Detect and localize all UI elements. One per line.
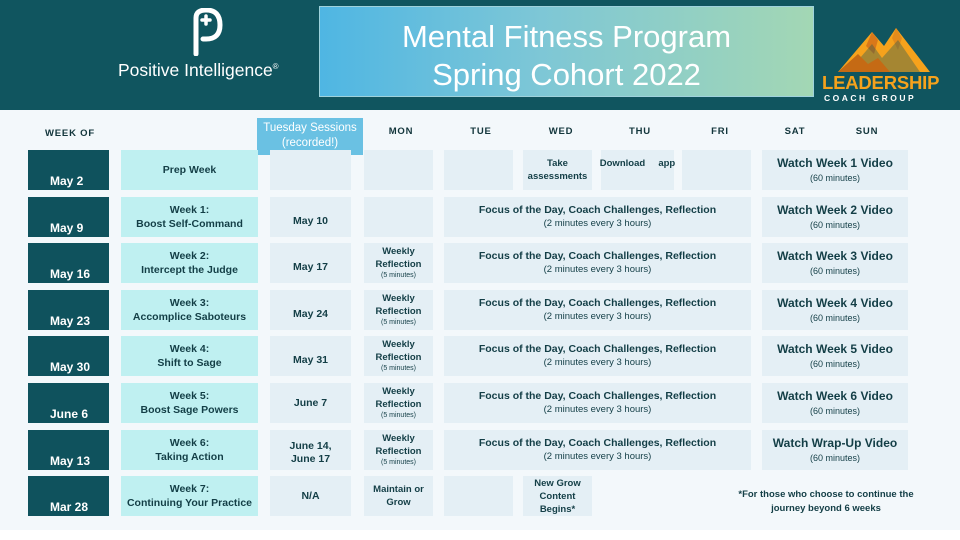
tuesday-cell: May 10 — [270, 197, 351, 237]
row-week-title: Week 2: Intercept the Judge — [121, 243, 258, 283]
tuesday-cell: June 14, June 17 — [270, 430, 351, 470]
program-title: Mental Fitness Program — [401, 19, 732, 54]
focus-cell: Focus of the Day, Coach Challenges, Reflection (2 minutes every 3 hours) — [444, 290, 751, 330]
leadership-brand-name: LEADERSHIP — [822, 72, 940, 93]
row-date: May 23 — [28, 290, 109, 330]
video-cell: Watch Week 4 Video (60 minutes) — [762, 290, 908, 330]
mon-cell: Weekly Reflection (5 minutes) — [364, 336, 433, 376]
row-week-title: Week 5: Boost Sage Powers — [121, 383, 258, 423]
row-date: May 13 — [28, 430, 109, 470]
tue-cell — [444, 476, 513, 516]
positive-intelligence-logo — [118, 8, 298, 84]
row-date: May 9 — [28, 197, 109, 237]
wed-cell: Take assessments — [523, 150, 592, 190]
row-date: May 30 — [28, 336, 109, 376]
column-week-of: WEEK OF — [45, 128, 95, 139]
focus-cell: Focus of the Day, Coach Challenges, Reflection (2 minutes every 3 hours) — [444, 430, 751, 470]
program-title-box — [319, 6, 814, 97]
tuesday-cell: June 7 — [270, 383, 351, 423]
video-cell: Watch Week 5 Video (60 minutes) — [762, 336, 908, 376]
row-date: June 6 — [28, 383, 109, 423]
tuesday-cell — [270, 150, 351, 190]
mon-cell: Weekly Reflection (5 minutes) — [364, 243, 433, 283]
thu-cell: Download app — [601, 150, 674, 190]
leadership-coach-group-logo — [820, 24, 950, 104]
column-sat: SAT — [784, 126, 806, 137]
mon-cell — [364, 197, 433, 237]
column-thu: THU — [629, 126, 651, 137]
row-date: May 16 — [28, 243, 109, 283]
column-wed: WED — [548, 126, 574, 137]
column-tue: TUE — [470, 126, 492, 137]
cohort-title: Spring Cohort 2022 — [432, 57, 701, 92]
row-week-title: Week 6: Taking Action — [121, 430, 258, 470]
column-tuesday-sessions: Tuesday Sessions (recorded!) — [257, 118, 363, 155]
row-week-title: Week 7: Continuing Your Practice — [121, 476, 258, 516]
video-cell: Watch Week 2 Video (60 minutes) — [762, 197, 908, 237]
fri-cell — [682, 150, 751, 190]
row-week-title: Week 4: Shift to Sage — [121, 336, 258, 376]
mountain-icon — [838, 24, 930, 72]
tuesday-cell: May 24 — [270, 290, 351, 330]
video-cell: Watch Week 1 Video (60 minutes) — [762, 150, 908, 190]
row-week-title: Week 1: Boost Self-Command — [121, 197, 258, 237]
positive-intelligence-p-icon — [188, 8, 224, 56]
column-fri: FRI — [711, 126, 729, 137]
row-date: Mar 28 — [28, 476, 109, 516]
coach-group-brand-sub: COACH GROUP — [824, 93, 917, 103]
mon-cell: Weekly Reflection (5 minutes) — [364, 383, 433, 423]
row-week-title: Prep Week — [121, 150, 258, 190]
column-sun: SUN — [855, 126, 879, 137]
row-week-title: Week 3: Accomplice Saboteurs — [121, 290, 258, 330]
focus-cell: Focus of the Day, Coach Challenges, Reflection (2 minutes every 3 hours) — [444, 336, 751, 376]
mon-cell: Weekly Reflection (5 minutes) — [364, 430, 433, 470]
mon-cell — [364, 150, 433, 190]
focus-cell: Focus of the Day, Coach Challenges, Reflection (2 minutes every 3 hours) — [444, 383, 751, 423]
mon-cell: Weekly Reflection (5 minutes) — [364, 290, 433, 330]
wed-cell: New Grow Content Begins* — [523, 476, 592, 516]
footnote: *For those who choose to continue the journey beyond 6 weeks — [738, 489, 914, 514]
positive-intelligence-name: Positive Intelligence® — [118, 60, 279, 80]
focus-cell: Focus of the Day, Coach Challenges, Reflection (2 minutes every 3 hours) — [444, 197, 751, 237]
video-cell: Watch Week 3 Video (60 minutes) — [762, 243, 908, 283]
tuesday-cell: N/A — [270, 476, 351, 516]
tuesday-cell: May 31 — [270, 336, 351, 376]
video-cell: Watch Week 6 Video (60 minutes) — [762, 383, 908, 423]
column-mon: MON — [388, 126, 414, 137]
focus-cell: Focus of the Day, Coach Challenges, Reflection (2 minutes every 3 hours) — [444, 243, 751, 283]
tuesday-cell: May 17 — [270, 243, 351, 283]
tue-cell — [444, 150, 513, 190]
row-date: May 2 — [28, 150, 109, 190]
header-banner — [0, 0, 960, 110]
mon-cell: Maintain or Grow — [364, 476, 433, 516]
video-cell: Watch Wrap-Up Video (60 minutes) — [762, 430, 908, 470]
